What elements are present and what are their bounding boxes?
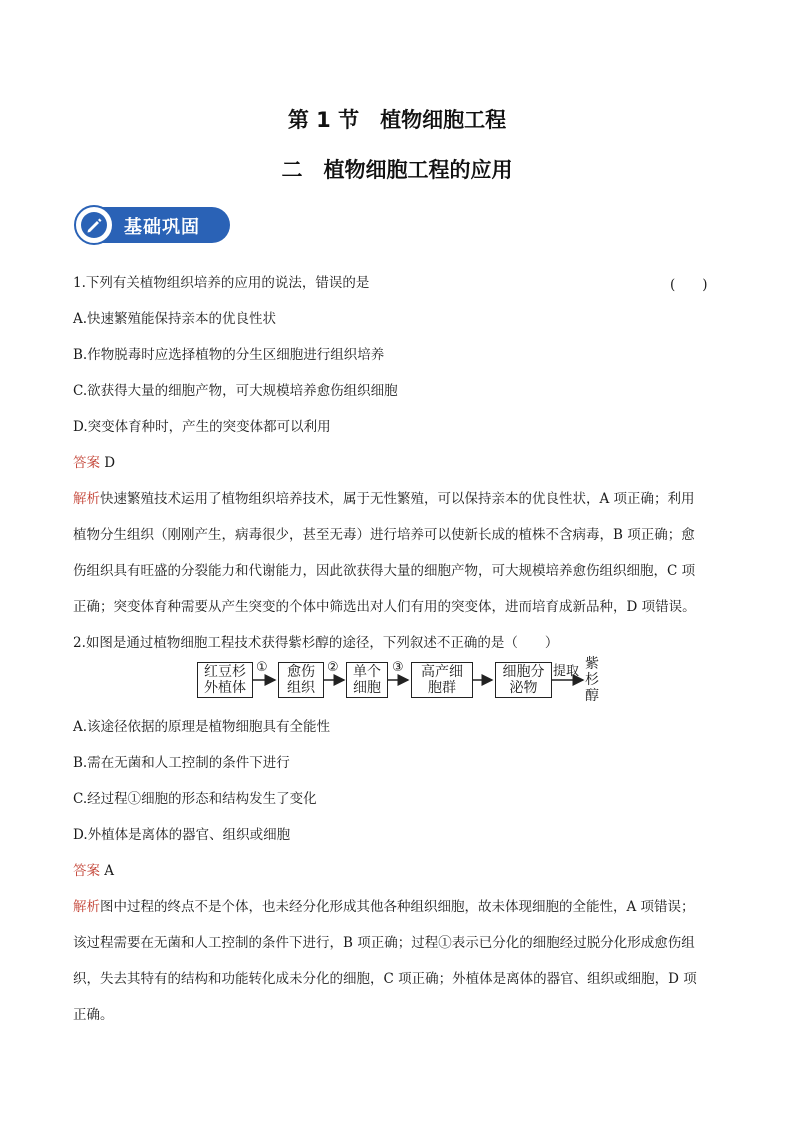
q1-answer-value: D bbox=[100, 455, 116, 471]
q1-answer-label: 答案 bbox=[73, 455, 100, 471]
q2-option-a: A.该途径依据的原理是植物细胞具有全能性 bbox=[73, 719, 331, 735]
flow-box-text: 细胞分 bbox=[502, 664, 545, 680]
flow-box-text: 高产细 bbox=[421, 664, 463, 680]
flow-box-explant bbox=[197, 662, 253, 698]
q2-answer-value: A bbox=[100, 863, 115, 879]
flow-step-label: ① bbox=[256, 660, 268, 675]
page-subtitle: 二 植物细胞工程的应用 bbox=[281, 158, 513, 182]
q1-analysis-text: 快速繁殖技术运用了植物组织培养技术，属于无性繁殖，可以保持亲本的优良性状，A 项正确；利用 bbox=[100, 491, 695, 507]
flow-final-char: 紫 bbox=[585, 656, 599, 672]
q2-analysis-line bbox=[73, 897, 695, 917]
flow-box-text: 愈伤 bbox=[287, 664, 315, 680]
q1-analysis-label: 解析 bbox=[73, 491, 100, 507]
flow-box-callus bbox=[278, 662, 324, 698]
q2-answer bbox=[73, 861, 114, 881]
q2-stem: 2.如图是通过植物细胞工程技术获得紫杉醇的途径，下列叙述不正确的是（ ） bbox=[73, 635, 559, 651]
pencil-icon bbox=[74, 205, 114, 245]
flow-final-char: 杉 bbox=[585, 672, 599, 688]
q2-analysis-line: 正确。 bbox=[73, 1007, 114, 1023]
flow-box-text: 泌物 bbox=[509, 680, 538, 696]
q1-option-d: D.突变体育种时，产生的突变体都可以利用 bbox=[73, 419, 331, 435]
q1-answer-paren: ( ) bbox=[670, 277, 708, 293]
flow-step-label: 提取 bbox=[553, 664, 580, 679]
flow-diagram bbox=[195, 658, 615, 708]
flow-step-label: ② bbox=[327, 660, 339, 675]
q1-analysis-line: 正确；突变体育种需要从产生突变的个体中筛选出对人们有用的突变体，进而培育成新品种，D 项错误。 bbox=[73, 599, 696, 615]
q2-option-d: D.外植体是离体的器官、组织或细胞 bbox=[73, 827, 291, 843]
q1-stem: 1.下列有关植物组织培养的应用的说法，错误的是 bbox=[73, 275, 370, 291]
flow-step-label: ③ bbox=[392, 660, 404, 675]
q1-analysis-line: 植物分生组织（刚刚产生，病毒很少，甚至无毒）进行培养可以使新长成的植株不含病毒，B 项正确；愈 bbox=[73, 527, 695, 543]
q1-analysis-line: 伤组织具有旺盛的分裂能力和代谢能力，因此欲获得大量的细胞产物，可大规模培养愈伤组织细胞，C 项 bbox=[73, 563, 696, 579]
flow-box-high-yield bbox=[411, 662, 473, 698]
flow-box-text: 胞群 bbox=[428, 680, 456, 696]
flow-box-text: 组织 bbox=[287, 680, 315, 696]
q1-option-a: A.快速繁殖能保持亲本的优良性状 bbox=[73, 311, 277, 327]
flow-box-text: 细胞 bbox=[353, 680, 381, 696]
flow-final-char: 醇 bbox=[585, 688, 599, 704]
q2-analysis-text: 图中过程的终点不是个体，也未经分化形成其他各种组织细胞，故未体现细胞的全能性，A 项错误； bbox=[100, 899, 695, 915]
q2-analysis-line: 织，失去其特有的结构和功能转化成未分化的细胞，C 项正确；外植体是离体的器官、组织或细胞，D 项 bbox=[73, 971, 697, 987]
q1-option-c: C.欲获得大量的细胞产物，可大规模培养愈伤组织细胞 bbox=[73, 383, 398, 399]
q1-answer bbox=[73, 453, 115, 473]
flow-box-text: 外植体 bbox=[204, 680, 246, 696]
section-badge bbox=[74, 205, 232, 247]
q2-analysis-label: 解析 bbox=[73, 899, 100, 915]
flow-box-single-cell bbox=[346, 662, 388, 698]
flow-box-text: 红豆杉 bbox=[204, 664, 246, 680]
page-title: 第 1 节 植物细胞工程 bbox=[287, 108, 507, 132]
q2-analysis-line: 该过程需要在无菌和人工控制的条件下进行，B 项正确；过程①表示已分化的细胞经过脱分化形成愈伤组 bbox=[73, 935, 695, 951]
q2-option-c: C.经过程①细胞的形态和结构发生了变化 bbox=[73, 791, 317, 807]
flow-box-secretion bbox=[495, 662, 552, 698]
q1-analysis-line bbox=[73, 489, 695, 509]
flow-final-product bbox=[585, 656, 601, 704]
q2-answer-label: 答案 bbox=[73, 863, 100, 879]
flow-box-text: 单个 bbox=[353, 664, 381, 680]
section-badge-label: 基础巩固 bbox=[124, 217, 200, 238]
q2-option-b: B.需在无菌和人工控制的条件下进行 bbox=[73, 755, 290, 771]
q1-option-b: B.作物脱毒时应选择植物的分生区细胞进行组织培养 bbox=[73, 347, 385, 363]
